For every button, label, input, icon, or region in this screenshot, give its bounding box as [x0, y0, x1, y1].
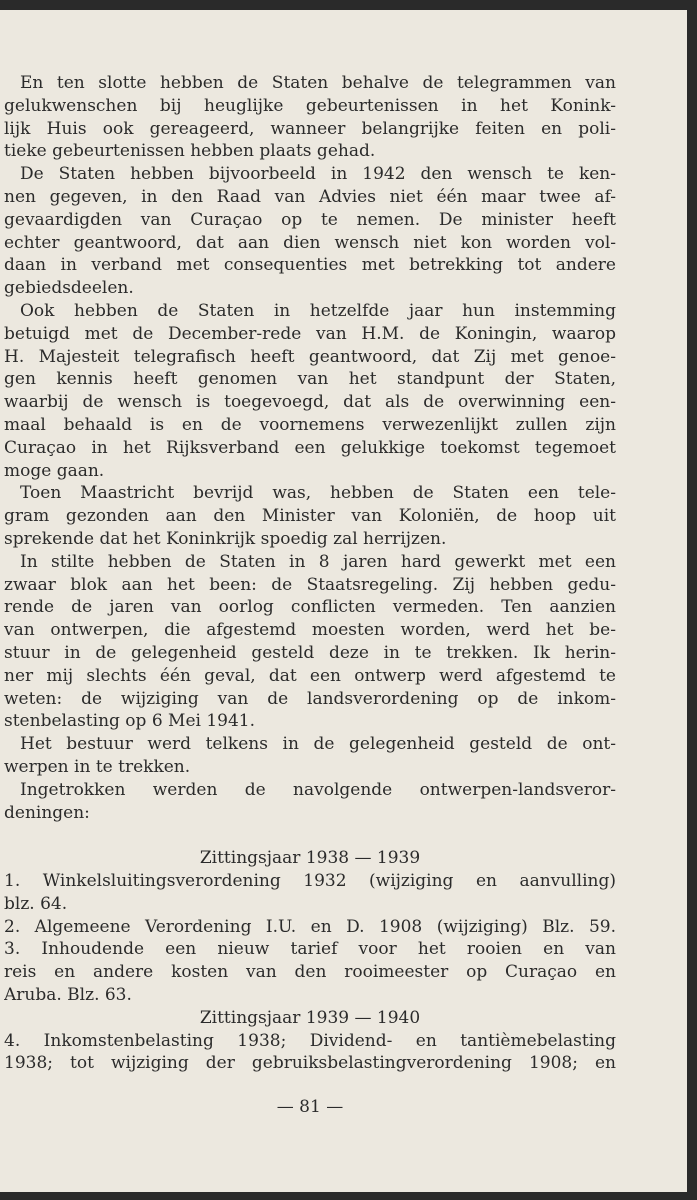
text-line: deningen:	[4, 803, 90, 823]
text-line: reis en andere kosten van den rooimeester op Curaçao en	[4, 962, 616, 982]
text-line: zwaar blok aan het been: de Staatsregeling. Zij hebben gedu-	[4, 575, 616, 595]
text-line: maal behaald is en de voornemens verwezenlijkt zullen zijn	[4, 415, 616, 435]
text-line: waarbij de wensch is toegevoegd, dat als de overwinning een-	[4, 392, 616, 412]
text-line: De Staten hebben bijvoorbeeld in 1942 den wensch te ken-	[20, 164, 616, 184]
text-line: gevaardigden van Curaçao op te nemen. De minister heeft	[4, 210, 616, 230]
text-line: Aruba. Blz. 63.	[4, 985, 132, 1005]
text-line: gelukwenschen bij heuglijke gebeurtenissen in het Konink-	[4, 96, 616, 116]
text-line: blz. 64.	[4, 894, 68, 914]
text-line: 3. Inhoudende een nieuw tarief voor het rooien en van	[4, 939, 616, 959]
text-line: gen kennis heeft genomen van het standpunt der Staten,	[4, 369, 616, 389]
text-line: En ten slotte hebben de Staten behalve de telegrammen van	[20, 73, 616, 93]
text-line	[4, 824, 616, 847]
text-line: 2. Algemeene Verordening I.U. en D. 1908 (wijziging) Blz. 59.	[4, 917, 616, 937]
section-heading: Zittingsjaar 1939 — 1940	[199, 1008, 421, 1028]
text-line: stuur in de gelegenheid gesteld deze in te trekken. Ik herin-	[4, 643, 616, 663]
text-line: In stilte hebben de Staten in 8 jaren hard gewerkt met een	[20, 552, 616, 572]
text-line: daan in verband met consequenties met betrekking tot andere	[4, 255, 616, 275]
document-page	[0, 10, 687, 1192]
page-number: — 81 —	[276, 1097, 344, 1117]
text-line: werpen in te trekken.	[4, 757, 191, 777]
text-line: Ook hebben de Staten in hetzelfde jaar hun instemming	[20, 301, 616, 321]
text-line: weten: de wijziging van de landsverordening op de inkom-	[4, 689, 616, 709]
text-line: tieke gebeurtenissen hebben plaats gehad.	[4, 141, 376, 161]
text-line: Toen Maastricht bevrijd was, hebben de Staten een tele-	[20, 483, 616, 503]
text-line: lijk Huis ook gereageerd, wanneer belangrijke feiten en poli-	[4, 119, 616, 139]
text-line: nen gegeven, in den Raad van Advies niet één maar twee af-	[4, 187, 616, 207]
text-line: gram gezonden aan den Minister van Koloniën, de hoop uit	[4, 506, 616, 526]
text-line: betuigd met de December-rede van H.M. de Koningin, waarop	[4, 324, 616, 344]
text-line: echter geantwoord, dat aan dien wensch niet kon worden vol-	[4, 233, 616, 253]
text-line: sprekende dat het Koninkrijk spoedig zal herrijzen.	[4, 529, 447, 549]
text-line: 1. Winkelsluitingsverordening 1932 (wijziging en aanvulling)	[4, 871, 616, 891]
text-line: stenbelasting op 6 Mei 1941.	[4, 711, 256, 731]
text-line: H. Majesteit telegrafisch heeft geantwoord, dat Zij met genoe-	[4, 347, 616, 367]
text-line: 4. Inkomstenbelasting 1938; Dividend- en tantièmebelasting	[4, 1031, 616, 1051]
text-line: van ontwerpen, die afgestemd moesten worden, werd het be-	[4, 620, 616, 640]
text-line: gebiedsdeelen.	[4, 278, 134, 298]
text-line: Het bestuur werd telkens in de gelegenheid gesteld de ont-	[20, 734, 616, 754]
text-line: moge gaan.	[4, 461, 105, 481]
text-line: rende de jaren van oorlog conflicten vermeden. Ten aanzien	[4, 597, 616, 617]
text-line: Curaçao in het Rijksverband een gelukkige toekomst tegemoet	[4, 438, 616, 458]
text-line: Ingetrokken werden de navolgende ontwerpen-landsveror-	[20, 780, 616, 800]
section-heading: Zittingsjaar 1938 — 1939	[199, 848, 421, 868]
text-line: 1938; tot wijziging der gebruiksbelastingverordening 1908; en	[4, 1053, 616, 1073]
text-line: ner mij slechts één geval, dat een ontwerp werd afgestemd te	[4, 666, 616, 686]
